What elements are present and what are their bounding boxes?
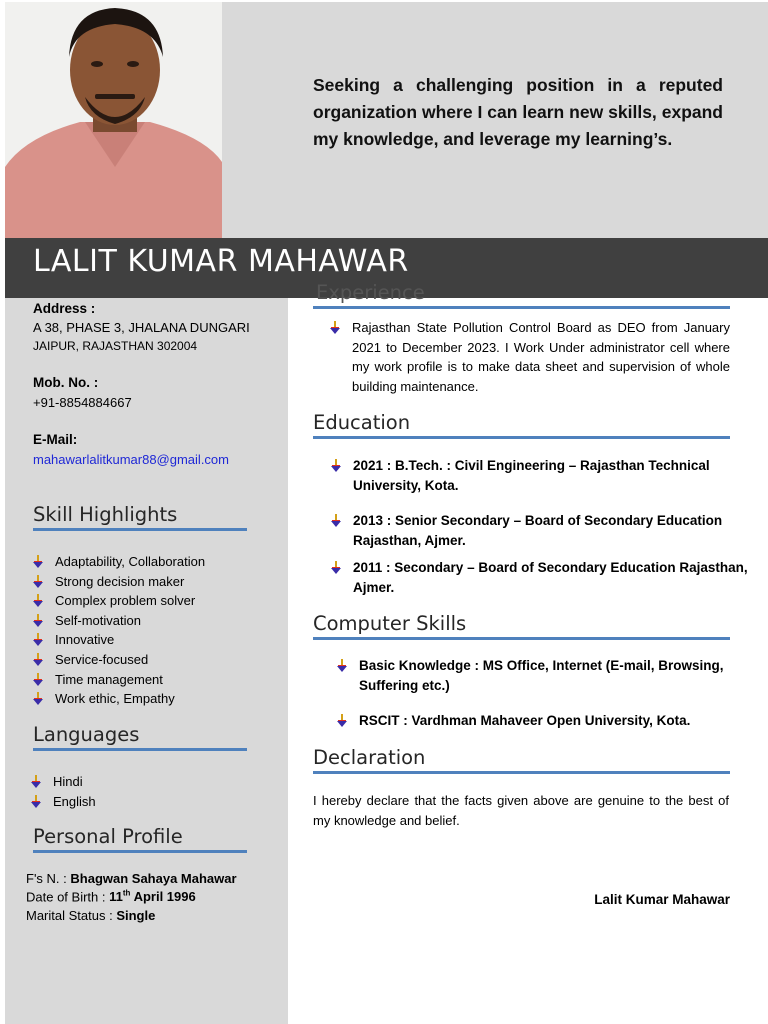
list-item: Innovative bbox=[33, 630, 205, 650]
dob-label: Date of Birth : bbox=[26, 889, 106, 905]
address-line-1: A 38, PHASE 3, JHALANA DUNGARI bbox=[33, 320, 250, 335]
education-rule bbox=[313, 436, 730, 439]
profile-rule bbox=[33, 850, 247, 853]
profile-title: Personal Profile bbox=[33, 825, 183, 848]
bullet-arrow-icon bbox=[330, 321, 340, 335]
dob-rest: April 1996 bbox=[133, 889, 196, 905]
profile-photo-image bbox=[5, 2, 222, 238]
bullet-arrow-icon bbox=[337, 659, 347, 673]
dob-suffix: th bbox=[122, 889, 131, 898]
list-item: Time management bbox=[33, 670, 205, 690]
marital-row bbox=[26, 908, 155, 923]
email-label: E-Mail: bbox=[33, 432, 78, 447]
father-name-row bbox=[26, 871, 237, 886]
list-item: Adaptability, Collaboration bbox=[33, 552, 205, 572]
education-item: 2013 : Senior Secondary – Board of Secondary Education Rajasthan, Ajmer. bbox=[331, 511, 753, 551]
bullet-arrow-icon bbox=[33, 614, 43, 628]
profile-photo bbox=[5, 2, 222, 238]
languages-list bbox=[31, 772, 96, 811]
bullet-arrow-icon bbox=[33, 594, 43, 608]
bullet-arrow-icon bbox=[33, 653, 43, 667]
bullet-arrow-icon bbox=[331, 459, 341, 473]
list-item: Service-focused bbox=[33, 650, 205, 670]
computer-skill-item: Basic Knowledge : MS Office, Internet (E-mail, Browsing, Suffering etc.) bbox=[337, 656, 744, 696]
bullet-arrow-icon bbox=[33, 673, 43, 687]
list-item: Hindi bbox=[31, 772, 96, 792]
address-line-2: JAIPUR, RAJASTHAN 302004 bbox=[33, 339, 198, 353]
languages-rule bbox=[33, 748, 247, 751]
bullet-arrow-icon bbox=[33, 633, 43, 647]
education-item: 2011 : Secondary – Board of Secondary Education Rajasthan, Ajmer. bbox=[331, 558, 753, 598]
bullet-arrow-icon bbox=[33, 575, 43, 589]
computer-skills-rule bbox=[313, 637, 730, 640]
bullet-arrow-icon bbox=[337, 714, 347, 728]
marital-status: Single bbox=[116, 908, 156, 923]
experience-title: Experience bbox=[316, 281, 425, 304]
list-item: English bbox=[31, 792, 96, 812]
father-name-label: F's N. : bbox=[26, 871, 67, 886]
languages-title: Languages bbox=[33, 723, 140, 746]
skills-rule bbox=[33, 528, 247, 531]
email-link[interactable]: mahawarlalitkumar88@gmail.com bbox=[33, 452, 229, 467]
career-objective: Seeking a challenging position in a reputed organization where I can learn new skills, expand my knowledge, and leverage my learning’s. bbox=[313, 75, 723, 149]
declaration-title: Declaration bbox=[313, 746, 426, 769]
list-item: Strong decision maker bbox=[33, 572, 205, 592]
bullet-arrow-icon bbox=[331, 514, 341, 528]
education-item: 2021 : B.Tech. : Civil Engineering – Rajasthan Technical University, Kota. bbox=[331, 456, 753, 496]
list-item: Self-motivation bbox=[33, 611, 205, 631]
list-item: Work ethic, Empathy bbox=[33, 689, 205, 709]
declaration-rule bbox=[313, 771, 730, 774]
bullet-arrow-icon bbox=[31, 795, 41, 809]
mobile-label: Mob. No. : bbox=[33, 375, 99, 390]
dob-row bbox=[26, 889, 196, 904]
experience-list bbox=[330, 318, 730, 396]
father-name: Bhagwan Sahaya Mahawar bbox=[70, 871, 237, 886]
signature-name: Lalit Kumar Mahawar bbox=[594, 892, 730, 907]
skills-title: Skill Highlights bbox=[33, 503, 178, 526]
list-item: Rajasthan State Pollution Control Board as DEO from January 2021 to December 2023. I Work Under administrator cell where my work profile is to make data sheet and supervision of whole building maintenance. bbox=[330, 318, 730, 396]
bullet-arrow-icon bbox=[31, 775, 41, 789]
bullet-arrow-icon bbox=[331, 561, 341, 575]
experience-rule bbox=[313, 306, 730, 309]
bullet-arrow-icon bbox=[33, 555, 43, 569]
computer-skill-item: RSCIT : Vardhman Mahaveer Open University, Kota. bbox=[337, 711, 744, 731]
education-title: Education bbox=[313, 411, 411, 434]
list-item: Complex problem solver bbox=[33, 591, 205, 611]
dob-day: 11 bbox=[109, 889, 123, 905]
declaration-text: I hereby declare that the facts given above are genuine to the best of my knowledge and belief. bbox=[313, 793, 729, 828]
marital-label: Marital Status : bbox=[26, 908, 113, 923]
skills-list bbox=[33, 552, 205, 709]
address-label: Address : bbox=[33, 301, 96, 316]
mobile-number: +91-8854884667 bbox=[33, 395, 132, 410]
bullet-arrow-icon bbox=[33, 692, 43, 706]
candidate-name: LALIT KUMAR MAHAWAR bbox=[33, 244, 409, 279]
computer-skills-title: Computer Skills bbox=[313, 612, 467, 635]
